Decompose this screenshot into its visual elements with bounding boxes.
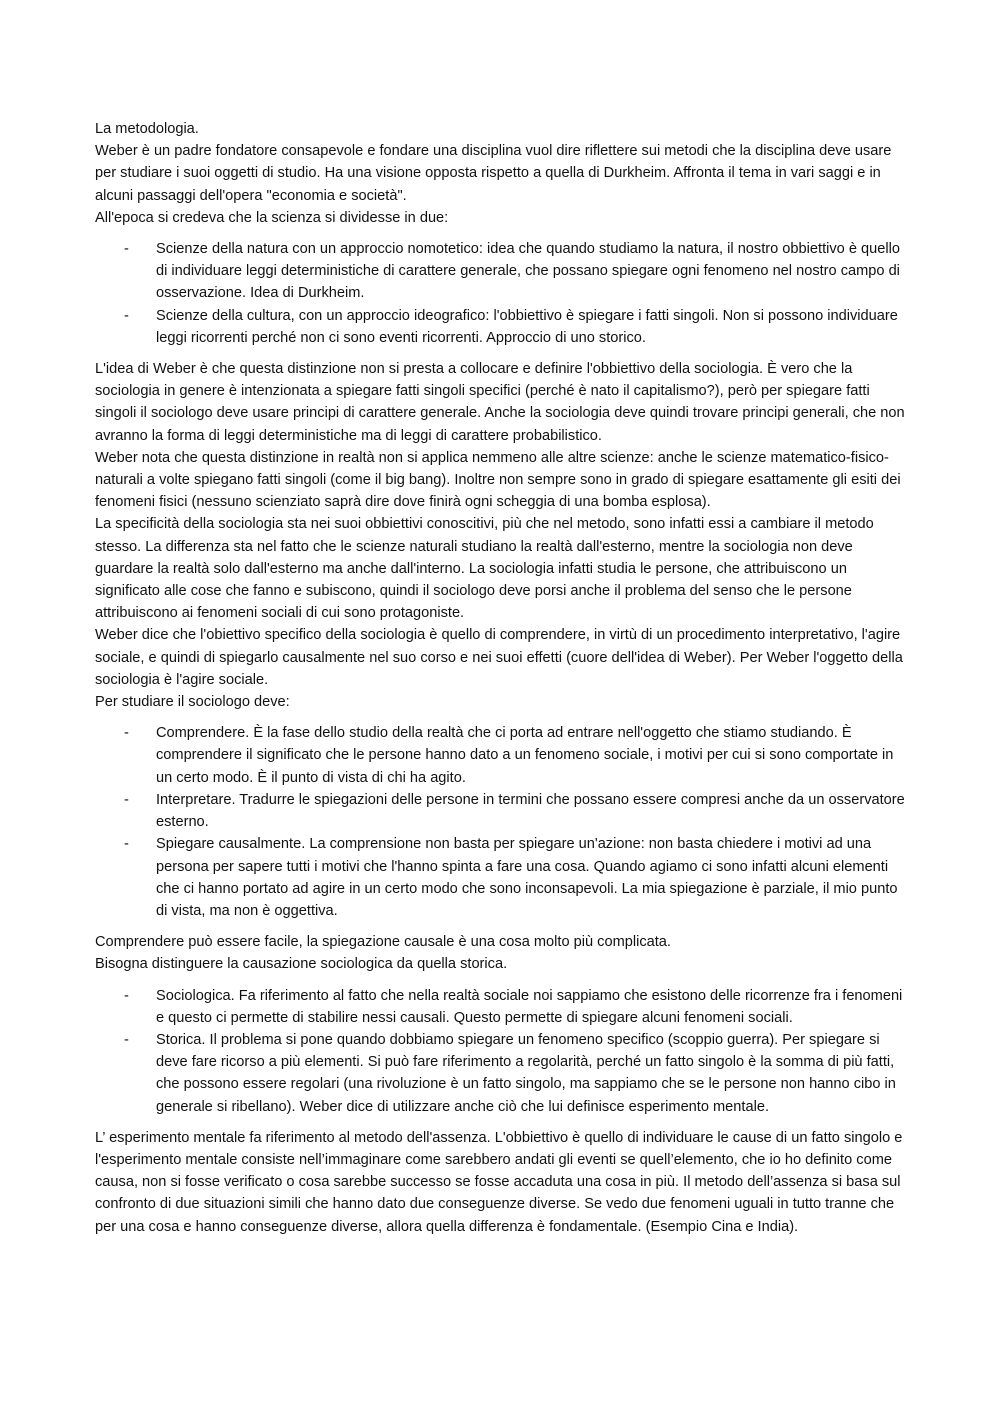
paragraph: All'epoca si credeva che la scienza si dividesse in due: <box>95 209 449 226</box>
paragraph: Weber è un padre fondatore consapevole e fondare una disciplina vuol dire riflettere sui metodi che la disciplina deve usare per studiare i suoi oggetti di studio. Ha una visione opposta rispetto a quella di Durkheim. Affronta il tema in vari saggi e in alcuni passaggi dell'opera "economia e società". <box>95 143 892 204</box>
list-item <box>95 238 910 305</box>
list-item-text: Scienze della cultura, con un approccio ideografico: l'obbiettivo è spiegare i fatti singoli. Non si possono individuare leggi ricorrenti perché non ci sono eventi ricorrenti. Approccio di uno storico. <box>156 307 898 346</box>
list-item <box>95 789 910 833</box>
list-item <box>95 305 910 349</box>
causation-types-list <box>95 985 910 1118</box>
dash-bullet: - <box>124 725 129 742</box>
list-item <box>95 722 910 789</box>
sociologist-steps-list <box>95 722 910 922</box>
paragraph: Weber dice che l'obiettivo specifico della sociologia è quello di comprendere, in virtù di un procedimento interpretativo, l'agire sociale, e quindi di spiegarlo causalmente nel suo corso e nei suoi effetti (cuore dell'idea di Weber). Per Weber l'oggetto della sociologia è l'agire sociale. <box>95 627 903 688</box>
dash-bullet: - <box>124 241 129 258</box>
dash-bullet: - <box>124 307 129 324</box>
paragraph: Weber nota che questa distinzione in realtà non si applica nemmeno alle altre scienze: anche le scienze matematico-fisico-naturali a volte spiegano fatti singoli (come il big bang). Inoltre non sempre sono in grado di spiegare esattamente gli esiti dei fenomeni fisici (nessuno scienziato saprà dire dove finirà ogni scheggia di una bomba esplosa). <box>95 449 901 511</box>
paragraph: Comprendere può essere facile, la spiegazione causale è una cosa molto più complicata. <box>95 934 671 951</box>
list-item-text: Sociologica. Fa riferimento al fatto che nella realtà sociale noi sappiamo che esistono delle ricorrenze fra i fenomeni e questo ci permette di stabilire nessi causali. Questo permette di spiegare alcuni fenomeni sociali. <box>156 987 903 1026</box>
paragraph: La specificità della sociologia sta nei suoi obbiettivi conoscitivi, più che nel metodo, sono infatti essi a cambiare il metodo stesso. La differenza sta nel fatto che le scienze naturali studiano la realtà dall'esterno, mentre la sociologia non deve guardare la realtà solo dall'esterno ma anche dall'interno. La sociologia infatti studia le persone, che attribuiscono un significato alle cose che fanno e subiscono, quindi il sociologo deve porsi anche il problema del senso che le persone attribuiscono ai fenomeni sociali di cui sono protagoniste. <box>95 516 874 622</box>
list-item-text: Scienze della natura con un approccio nomotetico: idea che quando studiamo la natura, il nostro obbiettivo è quello di individuare leggi deterministiche di carattere generale, che possano spiegare ogni fenomeno nel nostro campo di osservazione. Idea di Durkheim. <box>156 241 900 302</box>
dash-bullet: - <box>124 836 129 853</box>
document-body <box>95 118 910 1238</box>
paragraph: Per studiare il sociologo deve: <box>95 694 290 711</box>
list-item-text: Comprendere. È la fase dello studio della realtà che ci porta ad entrare nell'oggetto che stiamo studiando. È comprendere il significato che le persone hanno dato a un fenomeno sociale, i motivi per cui si sono comportate in un certo modo. È il punto di vista di chi ha agito. <box>156 725 894 786</box>
science-types-list <box>95 238 910 349</box>
list-item <box>95 1029 910 1118</box>
dash-bullet: - <box>124 987 129 1004</box>
paragraph: Bisogna distinguere la causazione sociologica da quella storica. <box>95 956 508 973</box>
list-item-text: Storica. Il problema si pone quando dobbiamo spiegare un fenomeno specifico (scoppio guerra). Per spiegare si deve fare ricorso a più elementi. Si può fare riferimento a regolarità, perché un fatto singolo è la somma di più fatti, che possono essere regolari (una rivoluzione è un fatto singolo, ma sappiamo che se le persone non hanno cibo in generale si ribellano). Weber dice di utilizzare anche ciò che lui definisce esperimento mentale. <box>156 1031 896 1115</box>
document-heading: La metodologia. <box>95 121 199 137</box>
dash-bullet: - <box>124 791 129 808</box>
dash-bullet: - <box>124 1031 129 1048</box>
list-item-text: Spiegare causalmente. La comprensione non basta per spiegare un'azione: non basta chiedere i motivi ad una persona per sapere tutti i motivi che l'hanno spinta a fare una cosa. Quando agiamo ci sono infatti alcuni elementi che ci hanno portato ad agire in un certo modo che sono inconsapevoli. La mia spiegazione è parziale, il mio punto di vista, ma non è oggettiva. <box>156 836 898 919</box>
list-item <box>95 833 910 922</box>
paragraph: L'idea di Weber è che questa distinzione non si presta a collocare e definire l'obbiettivo della sociologia. È vero che la sociologia in genere è intenzionata a spiegare fatti singoli specifici (perché è nato il capitalismo?), però per spiegare fatti singoli il sociologo deve usare principi di carattere generale. Anche la sociologia deve quindi trovare principi generali, che non avranno la forma di leggi deterministiche ma di leggi di carattere probabilistico. <box>95 361 905 444</box>
paragraph: L’ esperimento mentale fa riferimento al metodo dell'assenza. L'obbiettivo è quello di individuare le cause di un fatto singolo e l'esperimento mentale consiste nell’immaginare come sarebbero andati gli eventi se quell’elemento, che io ho definito come causa, non si fosse verificato o cosa sarebbe successo se fosse accaduta una cosa in più. Il metodo dell’assenza si basa sul confronto di due situazioni simili che hanno dato due conseguenze diverse. Se vedo due fenomeni uguali in tutto tranne che per una cosa e hanno conseguenze diverse, allora quella differenza è fondamentale. (Esempio Cina e India). <box>95 1129 903 1235</box>
list-item <box>95 985 910 1029</box>
list-item-text: Interpretare. Tradurre le spiegazioni delle persone in termini che possano essere compresi anche da un osservatore esterno. <box>156 791 905 831</box>
